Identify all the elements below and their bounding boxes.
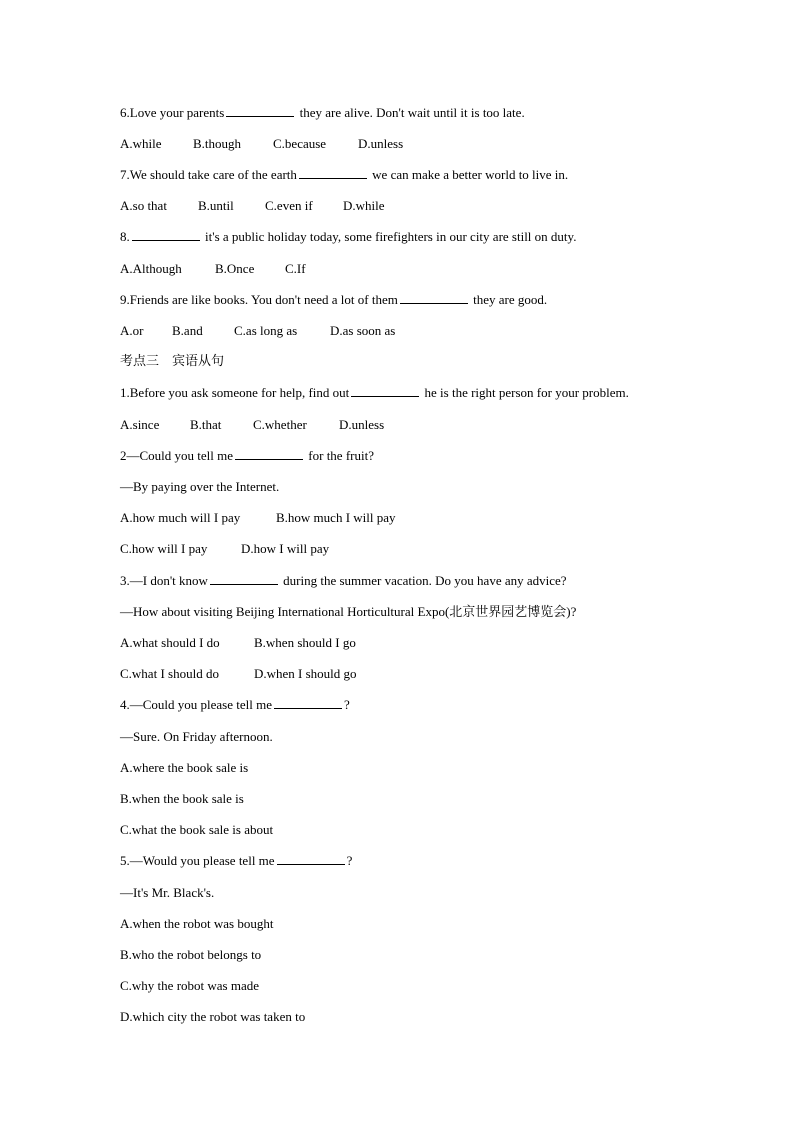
option: B.how much I will pay — [276, 510, 396, 525]
option: D.unless — [339, 417, 385, 432]
question-2 — [120, 448, 374, 464]
option: D.when I should go — [254, 666, 357, 681]
option: C.what I should do — [120, 666, 219, 681]
option: B.and — [172, 323, 203, 338]
question-text: during the summer vacation. Do you have any advice? — [279, 573, 567, 588]
question-7 — [120, 167, 568, 183]
question-text: 9.Friends are like books. You don't need a lot of them — [120, 292, 398, 307]
options-7 — [120, 198, 385, 214]
option: A.since — [120, 417, 160, 432]
question-text: 3.—I don't know — [120, 573, 208, 588]
option: C.as long as — [234, 323, 298, 338]
answer-blank — [235, 448, 303, 460]
option: B.who the robot belongs to — [120, 947, 262, 962]
question-text: ? — [346, 853, 353, 868]
question-4 — [120, 697, 350, 713]
question-text: it's a public holiday today, some firefighters in our city are still on duty. — [201, 229, 577, 244]
option: A.so that — [120, 198, 167, 213]
answer-blank — [277, 853, 345, 865]
option: B.Once — [215, 261, 255, 276]
dialogue-answer: —Sure. On Friday afternoon. — [120, 729, 273, 744]
option: A.where the book sale is — [120, 760, 249, 775]
option: A.when the robot was bought — [120, 916, 274, 931]
option: B.when the book sale is — [120, 791, 244, 806]
option: B.until — [198, 198, 234, 213]
option: C.whether — [253, 417, 307, 432]
option: A.while — [120, 136, 162, 151]
option: D.as soon as — [330, 323, 396, 338]
option: D.how I will pay — [241, 541, 330, 556]
answer-blank — [132, 229, 200, 241]
question-text: 2—Could you tell me — [120, 448, 234, 463]
options-8 — [120, 261, 306, 277]
question-8 — [120, 229, 576, 245]
option: B.that — [190, 417, 222, 432]
dialogue-answer: —It's Mr. Black's. — [120, 885, 215, 900]
question-text: he is the right person for your problem. — [421, 385, 629, 400]
option: B.when should I go — [254, 635, 356, 650]
answer-blank — [299, 167, 367, 179]
question-text: ? — [344, 697, 350, 712]
option: C.what the book sale is about — [120, 822, 274, 837]
option: C.why the robot was made — [120, 978, 260, 993]
option: C.even if — [265, 198, 313, 213]
option: D.unless — [358, 136, 404, 151]
question-text: 8. — [120, 229, 130, 244]
question-3 — [120, 573, 567, 589]
option: A.how much will I pay — [120, 510, 241, 525]
question-text: for the fruit? — [305, 448, 374, 463]
question-5 — [120, 853, 352, 869]
options-2a — [120, 510, 396, 526]
dialogue-answer: —How about visiting Beijing International Horticultural Expo(北京世界园艺博览会)? — [120, 604, 577, 619]
question-text: 4.—Could you please tell me — [120, 697, 273, 712]
option: B.though — [193, 136, 242, 151]
answer-blank — [400, 292, 468, 304]
question-text: 1.Before you ask someone for help, find out — [120, 385, 350, 400]
question-text: 7.We should take care of the earth — [120, 167, 297, 182]
options-1 — [120, 417, 384, 433]
section-heading: 考点三 宾语从句 — [120, 354, 225, 369]
option: C.because — [273, 136, 327, 151]
question-text: 6.Love your parents — [120, 105, 225, 120]
question-text: they are alive. Don't wait until it is too late. — [296, 105, 525, 120]
question-6 — [120, 105, 525, 121]
option: C.how will I pay — [120, 541, 208, 556]
question-text: we can make a better world to live in. — [368, 167, 569, 182]
answer-blank — [351, 385, 419, 397]
option: A.Although — [120, 261, 182, 276]
question-9 — [120, 292, 547, 308]
options-2b — [120, 541, 329, 557]
question-text: they are good. — [469, 292, 548, 307]
dialogue-answer: —By paying over the Internet. — [120, 479, 280, 494]
option: A.what should I do — [120, 635, 220, 650]
options-9 — [120, 323, 395, 339]
answer-blank — [226, 105, 294, 117]
options-3a — [120, 635, 356, 651]
question-1 — [120, 385, 629, 401]
option: D.while — [343, 198, 385, 213]
answer-blank — [210, 573, 278, 585]
answer-blank — [274, 697, 342, 709]
option: C.If — [285, 261, 306, 276]
options-3b — [120, 666, 357, 682]
option: D.which city the robot was taken to — [120, 1009, 306, 1024]
options-6 — [120, 136, 403, 152]
question-text: 5.—Would you please tell me — [120, 853, 275, 868]
option: A.or — [120, 323, 144, 338]
